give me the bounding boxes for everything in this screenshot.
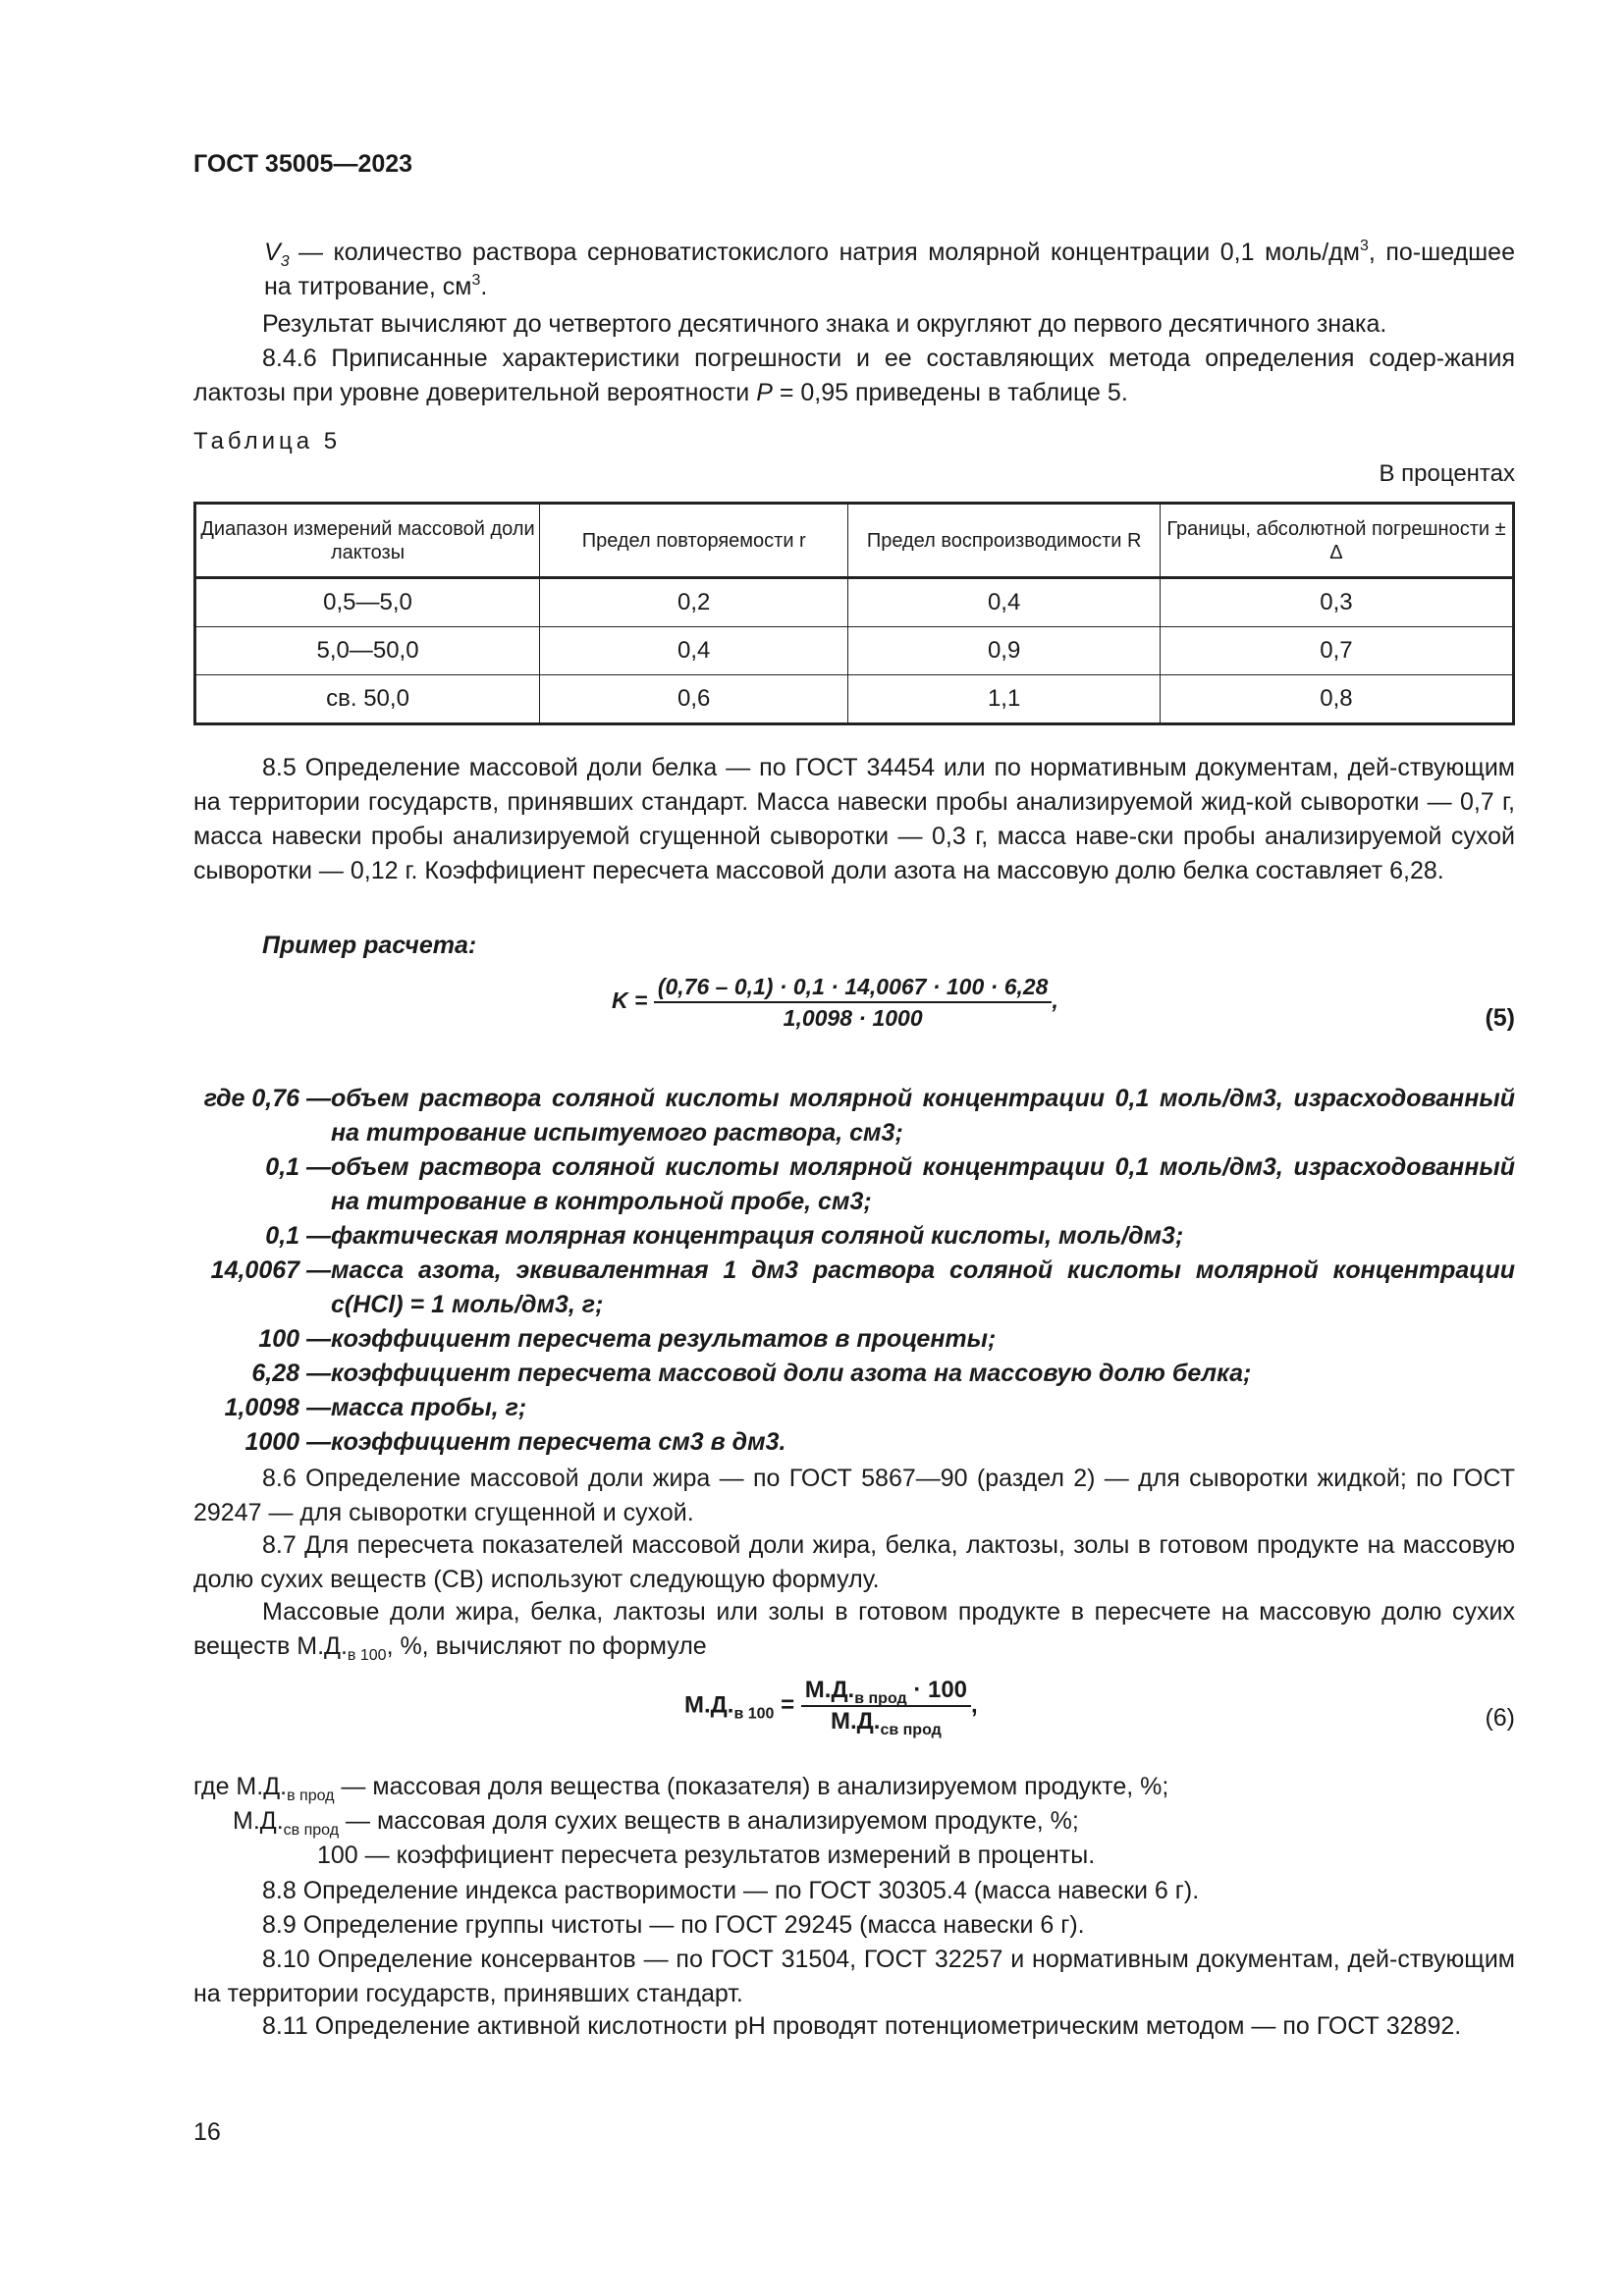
v3-definition: $V_3$ — количество раствора серноватистокислого натрия молярной концентрации 0,1 моль/$дм^3$, по-шедшее на титрование, $см^3$. xyxy=(264,238,1515,300)
header-range: Диапазон измерений массовой доли лактозы xyxy=(195,504,540,578)
definition-row: 0,1 — фактическая молярная концентрация соляной кислоты, моль/дм3; xyxy=(265,1222,1184,1250)
definition-row: 100 — коэффициент пересчета результатов измерений в проценты. xyxy=(317,1842,1096,1869)
definition-row: 1000 — коэффициент пересчета см3 в дм3. xyxy=(244,1428,786,1456)
definition-row: где 0,76 — объем раствора соляной кислоты молярной концентрации 0,1 моль/дм3, израсходованный на титрование испытуемого раствора, см3; xyxy=(203,1085,1515,1147)
formula-6-number: (6) xyxy=(1485,1704,1515,1732)
example-definitions xyxy=(193,1082,1515,1460)
document-header: ГОСТ 35005—2023 xyxy=(193,150,413,178)
header-reproducibility: Предел воспроизводимости R xyxy=(848,504,1161,578)
definition-row: 1,0098 — масса пробы, г; xyxy=(224,1394,527,1421)
formula-5-number: (5) xyxy=(1485,1004,1515,1032)
paragraph-8-6: 8.6 Определение массовой доли жира — по ГОСТ 5867—90 (раздел 2) — для сыворотки жидкой; по ГОСТ 29247 — для сыворотки сгущенной и сухой. xyxy=(193,1465,1515,1526)
definition-row: 6,28 — коэффициент пересчета массовой доли азота на массовую долю белка; xyxy=(251,1360,1252,1387)
table-row: св. 50,0 0,6 1,1 0,8 xyxy=(195,675,1514,724)
page-number: 16 xyxy=(193,2118,221,2146)
formula-6: $М.Д._{в 100}$ = $\frac{М.Д._{в прод} \cdot 100}{М.Д._{св прод}}$ , xyxy=(684,1677,978,1738)
definition-row: 0,1 — объем раствора соляной кислоты молярной концентрации 0,1 моль/дм3, израсходованный на титрование в контрольной пробе, см3; xyxy=(265,1153,1515,1215)
header-error-bounds: Границы, абсолютной погрешности ± Δ xyxy=(1160,504,1513,578)
result-paragraph: Результат вычисляют до четвертого десятичного знака и округляют до первого десятичного знака. xyxy=(262,310,1387,338)
table-row: 5,0—50,0 0,4 0,9 0,7 xyxy=(195,627,1514,675)
paragraph-mass-fraction: Массовые доли жира, белка, лактозы или золы в готовом продукте в пересчете на массовую долю сухих веществ $М.Д._{в 100}$, %, вычисляют по формуле xyxy=(193,1598,1515,1664)
paragraph-8-9: 8.9 Определение группы чистоты — по ГОСТ 29245 (масса навески 6 г). xyxy=(262,1911,1085,1939)
paragraph-8-11: 8.11 Определение активной кислотности pH проводят потенциометрическим методом — по ГОСТ 32892. xyxy=(262,2012,1462,2040)
paragraph-8-7: 8.7 Для пересчета показателей массовой доли жира, белка, лактозы, золы в готовом продукте на массовую долю сухих веществ (СВ) используют следующую формулу. xyxy=(193,1531,1515,1593)
table-row: 0,5—5,0 0,2 0,4 0,3 xyxy=(195,578,1514,627)
definition-row: где $М.Д._{в прод}$ — массовая доля вещества (показателя) в анализируемом продукте, %; xyxy=(193,1773,1169,1804)
paragraph-8-5: 8.5 Определение массовой доли белка — по ГОСТ 34454 или по нормативным документам, дей-ствующим на территории государств, принявших стандарт. Масса навески пробы анализируемой жид-кой сыворотки — 0,7 г, масса навески пробы анализируемой сгущенной сыворотки — 0,3 г, масса наве-ски пробы анализируемой сухой сыворотки — 0,12 г. Коэффициент пересчета массовой доли азота на массовую долю белка составляет 6,28. xyxy=(193,754,1515,884)
table-title: Таблица 5 xyxy=(193,428,342,454)
definition-row: 100 — коэффициент пересчета результатов в проценты; xyxy=(258,1325,997,1353)
definition-row: $М.Д._{св прод}$ — массовая доля сухих веществ в анализируемом продукте, %; xyxy=(233,1807,1079,1839)
formula-6-definitions xyxy=(193,1770,1515,1873)
paragraph-8-8: 8.8 Определение индекса растворимости — по ГОСТ 30305.4 (масса навески 6 г). xyxy=(262,1877,1200,1904)
paragraph-8-4-6: 8.4.6 Приписанные характеристики погрешности и ее составляющих метода определения содер-жания лактозы при уровне доверительной вероятности P = 0,95 приведены в таблице 5. xyxy=(193,345,1515,406)
example-label: Пример расчета: xyxy=(262,932,477,959)
table-5 xyxy=(193,502,1515,725)
formula-5: K = $\frac{(0,76 - 0,1) \cdot 0,1 \cdot 14,0067 \cdot 100 \cdot 6,28}{1,0098 \cdot 1000}$ , xyxy=(612,974,1058,1031)
table-unit: В процентах xyxy=(1379,460,1515,487)
definition-row: 14,0067 — масса азота, эквивалентная 1 дм3 раствора соляной кислоты молярной концентрации с(HCl) = 1 моль/дм3, г; xyxy=(210,1256,1515,1318)
header-repeatability: Предел повторяемости r xyxy=(540,504,848,578)
paragraph-8-10: 8.10 Определение консервантов — по ГОСТ 31504, ГОСТ 32257 и нормативным документам, дей-ствующим на территории государств, принявших стандарт. xyxy=(193,1946,1515,2007)
v3-symbol: $V_3$ xyxy=(264,239,290,270)
